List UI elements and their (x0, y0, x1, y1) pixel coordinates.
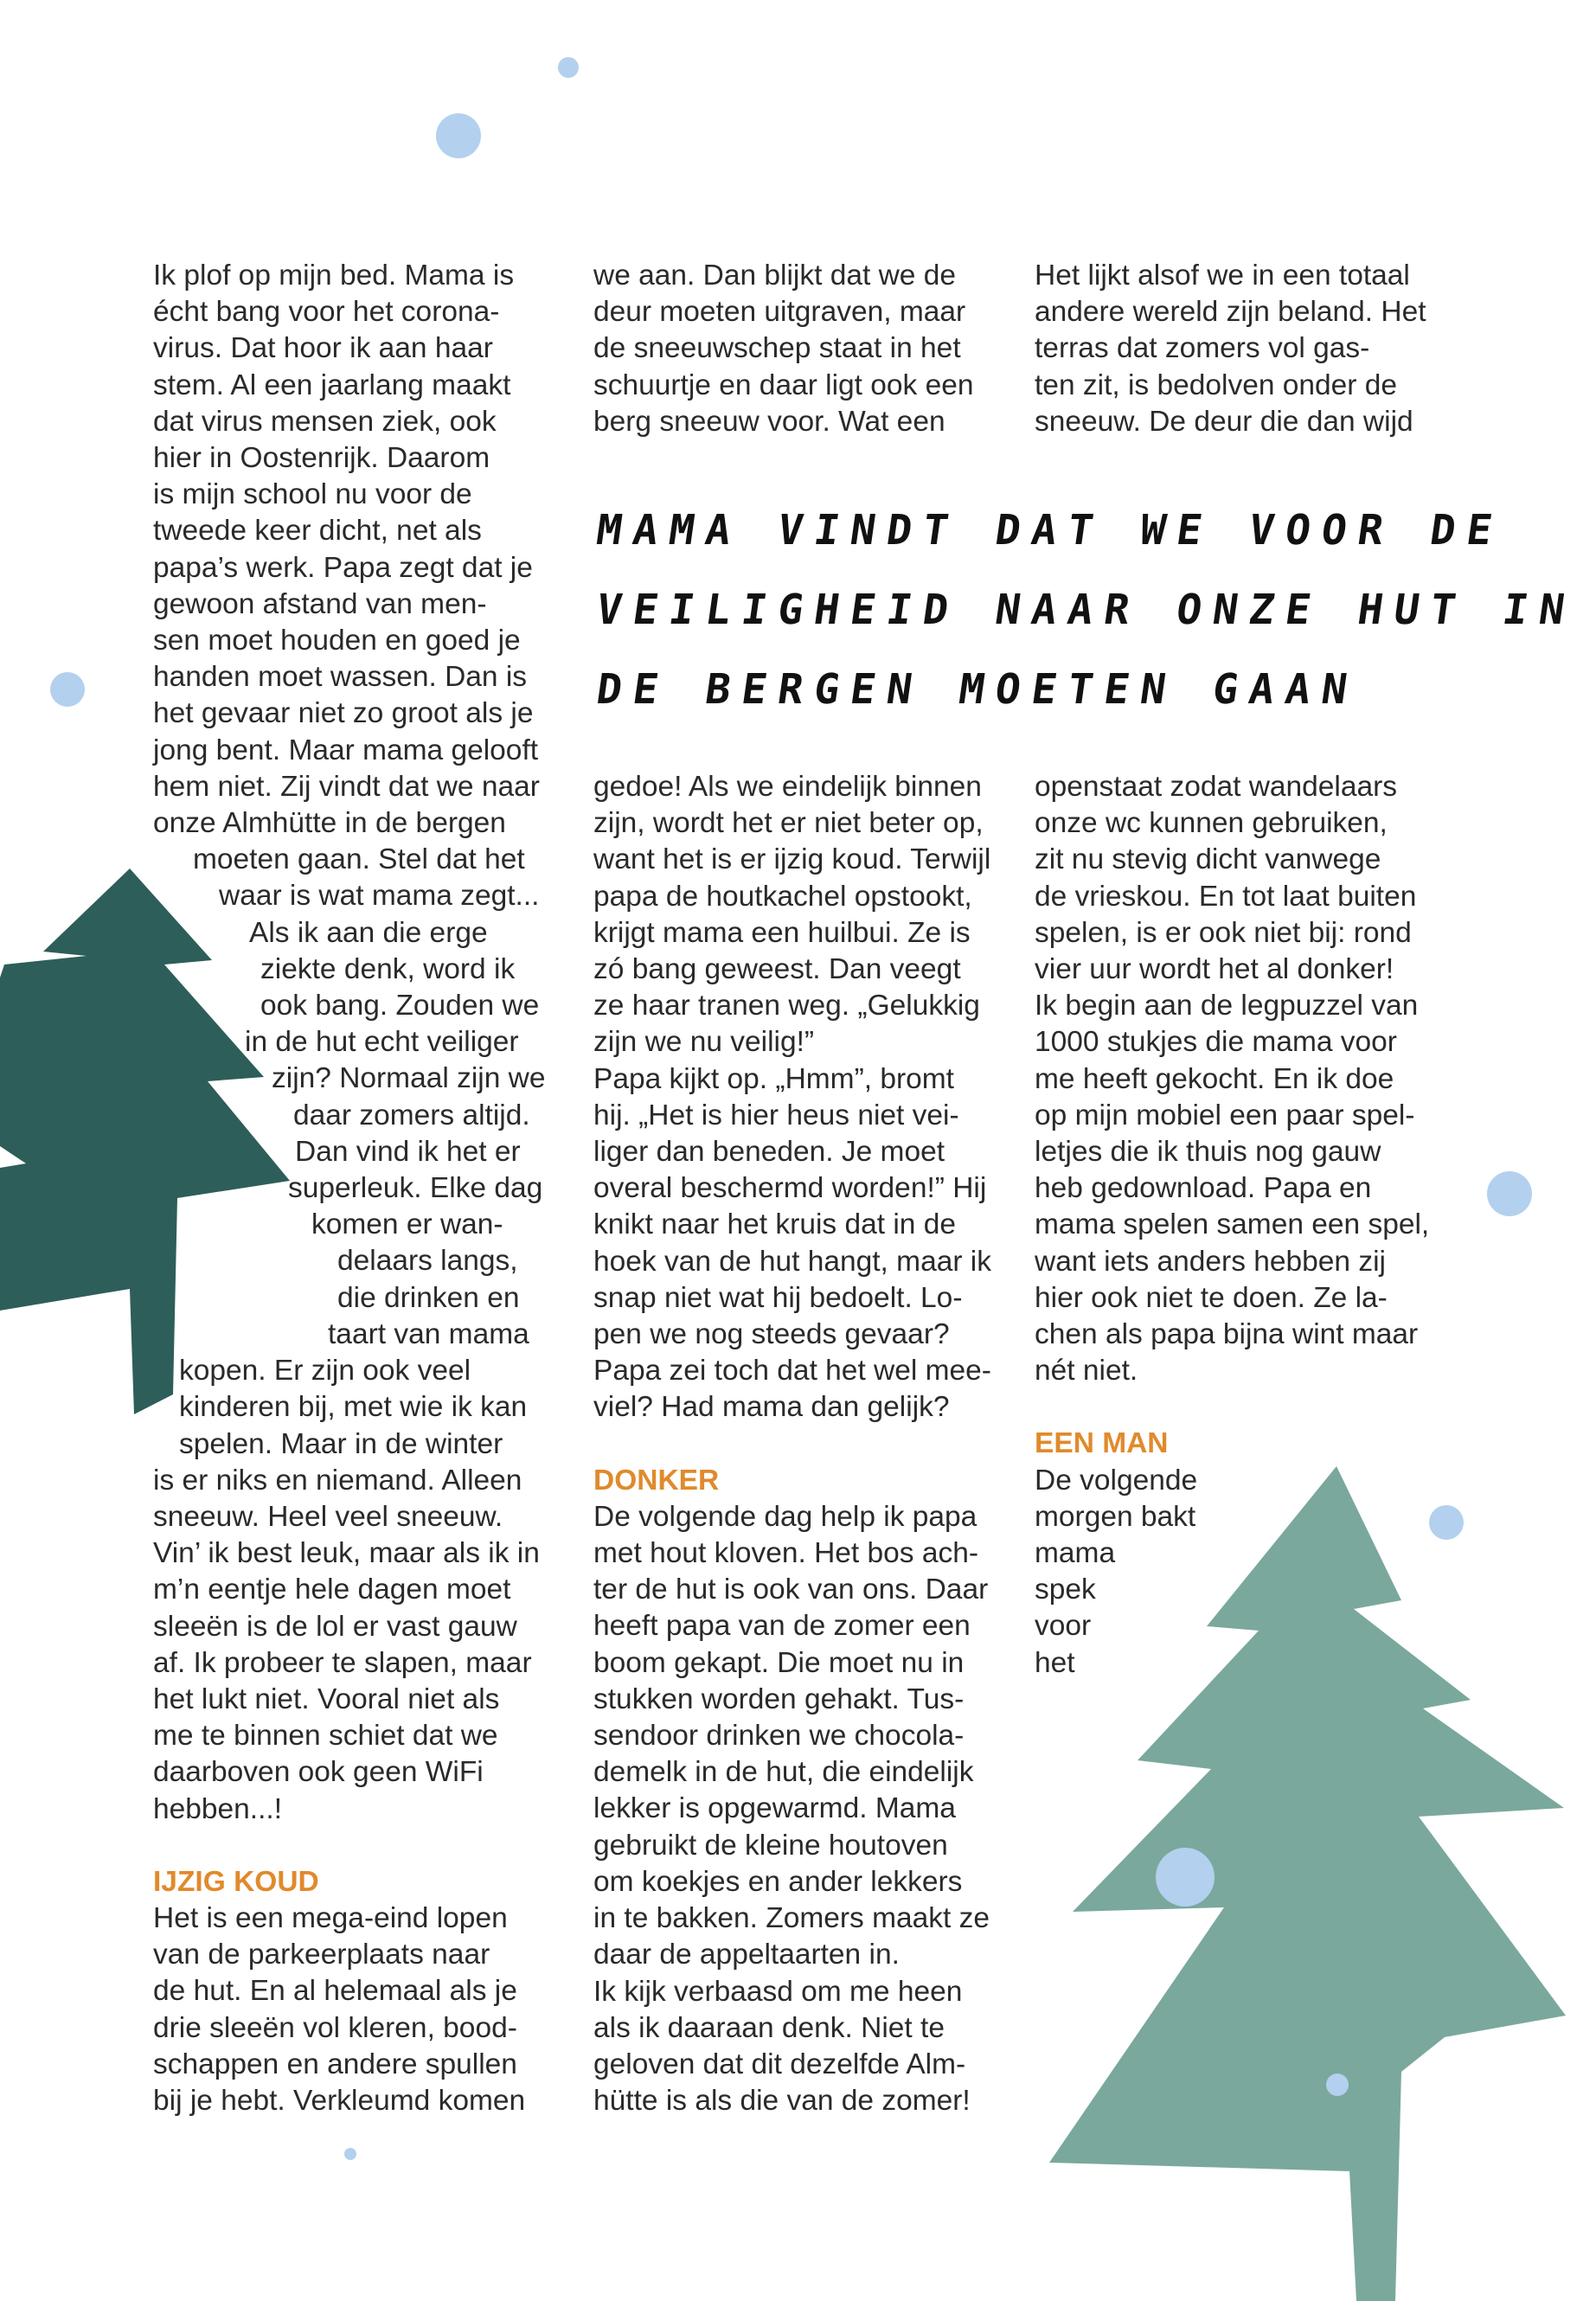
text-line: drie sleeën vol kleren, bood- (153, 2011, 517, 2044)
text-line: sendoor drinken we chocola- (593, 1720, 965, 1753)
text-line: de sneeuwschep staat in het (593, 332, 961, 365)
text-line: deur moeten uitgraven, maar (593, 296, 966, 329)
snow-dot (1156, 1848, 1215, 1907)
text-line: hier in Oostenrijk. Daarom (153, 442, 490, 475)
text-line: ziekte denk, word ik (260, 952, 516, 985)
text-line: hier ook niet te doen. Ze la- (1035, 1281, 1388, 1314)
text-line: De volgende (1035, 1464, 1198, 1497)
text-line: Ik kijk verbaasd om me heen (593, 1975, 963, 2008)
text-line: demelk in de hut, die eindelijk (593, 1756, 974, 1789)
text-line: waar is wat mama zegt... (219, 880, 540, 913)
snow-dot (558, 57, 579, 78)
text-line: papa de houtkachel opstookt, (593, 880, 972, 913)
text-line: op mijn mobiel een paar spel- (1035, 1099, 1415, 1131)
text-line: stukken worden gehakt. Tus- (593, 1682, 965, 1715)
spacer (1035, 1389, 1429, 1426)
text-line: ze haar tranen weg. „Gelukkig (593, 990, 980, 1022)
text-line: met hout kloven. Het bos ach- (593, 1537, 979, 1570)
text-line: taart van mama (328, 1317, 529, 1350)
section-heading: EEN MAN (1035, 1427, 1169, 1460)
snow-dot (1326, 2073, 1349, 2096)
text-line: Het is een mega-eind lopen (153, 1901, 508, 1934)
text-line: schappen en andere spullen (153, 2048, 517, 2080)
text-line: is er niks en niemand. Alleen (153, 1464, 522, 1497)
text-line: sneeuw. De deur die dan wijd (1035, 405, 1413, 438)
column-2-top (593, 258, 974, 440)
text-line: gedoe! Als we eindelijk binnen (593, 771, 982, 803)
text-line: overal beschermd worden!” Hij (593, 1172, 987, 1205)
text-line: lekker is opgewarmd. Mama (593, 1792, 956, 1825)
text-line: spek (1035, 1574, 1096, 1606)
text-line: pen we nog steeds gevaar? (593, 1318, 950, 1351)
text-line: sen moet houden en goed je (153, 625, 521, 657)
text-line: me heeft gekocht. En ik doe (1035, 1062, 1394, 1095)
pull-quote-line: VEILIGHEID NAAR ONZE HUT IN (593, 586, 1580, 634)
snow-dot (1487, 1171, 1532, 1216)
text-line: De volgende dag help ik papa (593, 1500, 977, 1533)
text-line: spelen, is er ook niet bij: rond (1035, 916, 1412, 949)
text-line: Dan vind ik het er (295, 1135, 521, 1168)
text-line: hem niet. Zij vindt dat we naar (153, 770, 540, 803)
text-line: schuurtje en daar ligt ook een (593, 369, 974, 401)
text-line: chen als papa bijna wint maar (1035, 1318, 1419, 1351)
text-line: om koekjes en ander lekkers (593, 1865, 963, 1898)
text-line: delaars langs, (337, 1245, 518, 1278)
text-line: krijgt mama een huilbui. Ze is (593, 916, 971, 949)
snow-dot (344, 2148, 356, 2160)
pull-quote-line: MAMA VINDT DAT WE VOOR DE (593, 506, 1507, 554)
section-heading: DONKER (593, 1464, 720, 1497)
text-line: het gevaar niet zo groot als je (153, 697, 534, 730)
text-line: komen er wan- (311, 1208, 503, 1241)
text-line: is mijn school nu voor de (153, 478, 472, 511)
text-line: tweede keer dicht, net als (153, 515, 482, 548)
snow-dot (436, 113, 481, 158)
text-line: hij. „Het is hier heus niet vei- (593, 1099, 959, 1131)
text-line: viel? Had mama dan gelijk? (593, 1391, 950, 1424)
text-line: want het is er ijzig koud. Terwijl (593, 843, 991, 876)
text-line: af. Ik probeer te slapen, maar (153, 1646, 532, 1679)
text-line: bij je hebt. Verkleumd komen (153, 2084, 526, 2117)
text-line: handen moet wassen. Dan is (153, 661, 528, 694)
text-line: ook bang. Zouden we (260, 990, 540, 1022)
text-line: want iets anders hebben zij (1035, 1245, 1386, 1278)
text-line: zijn, wordt het er niet beter op, (593, 807, 984, 840)
text-line: kopen. Er zijn ook veel (179, 1355, 471, 1388)
text-line: Papa zei toch dat het wel mee- (593, 1355, 991, 1388)
text-line: me te binnen schiet dat we (153, 1720, 498, 1753)
text-line: andere wereld zijn beland. Het (1035, 296, 1426, 329)
text-line: stem. Al een jaarlang maakt (153, 369, 511, 401)
text-line: berg sneeuw voor. Wat een (593, 405, 945, 438)
text-line: snap niet wat hij bedoelt. Lo- (593, 1281, 963, 1314)
text-line: voor (1035, 1610, 1092, 1643)
snow-dot (1429, 1505, 1464, 1540)
text-line: gebruikt de kleine houtoven (593, 1829, 948, 1862)
text-line: Ik plof op mijn bed. Mama is (153, 260, 515, 292)
text-line: de vrieskou. En tot laat buiten (1035, 880, 1417, 913)
spacer (153, 1828, 546, 1864)
text-line: openstaat zodat wandelaars (1035, 771, 1398, 803)
snow-dot (50, 672, 85, 707)
column-2 (593, 769, 991, 2119)
text-line: moeten gaan. Stel dat het (193, 843, 525, 876)
text-line: we aan. Dan blijkt dat we de (593, 260, 956, 292)
text-line: jong bent. Maar mama gelooft (153, 734, 539, 766)
text-line: hütte is als die van de zomer! (593, 2085, 971, 2118)
text-line: m’n eentje hele dagen moet (153, 1574, 511, 1606)
column-3-top (1035, 258, 1426, 440)
text-line: dat virus mensen ziek, ook (153, 405, 497, 438)
text-line: daar de appeltaarten in. (593, 1939, 900, 1971)
text-line: letjes die ik thuis nog gauw (1035, 1136, 1381, 1169)
text-line: vier uur wordt het al donker! (1035, 953, 1394, 986)
text-line: onze Almhütte in de bergen (153, 807, 506, 840)
text-line: Vin’ ik best leuk, maar als ik in (153, 1537, 540, 1570)
text-line: 1000 stukjes die mama voor (1035, 1026, 1397, 1059)
text-line: heb gedownload. Papa en (1035, 1172, 1372, 1205)
text-line: boom gekapt. Die moet nu in (593, 1646, 965, 1679)
text-line: in de hut echt veiliger (245, 1026, 519, 1059)
text-line: daar zomers altijd. (293, 1099, 530, 1131)
text-line: als ik daaraan denk. Niet te (593, 2011, 945, 2044)
text-line: daarboven ook geen WiFi (153, 1756, 484, 1789)
text-line: zijn we nu veilig!” (593, 1026, 815, 1059)
text-line: papa’s werk. Papa zegt dat je (153, 551, 533, 584)
text-line: het (1035, 1646, 1075, 1679)
text-line: hoek van de hut hangt, maar ik (593, 1245, 991, 1278)
text-line: ter de hut is ook van ons. Daar (593, 1574, 989, 1606)
text-line: gewoon afstand van men- (153, 587, 487, 620)
text-line: sneeuw. Heel veel sneeuw. (153, 1500, 503, 1533)
text-line: Ik begin aan de legpuzzel van (1035, 990, 1419, 1022)
text-line: onze wc kunnen gebruiken, (1035, 807, 1388, 840)
text-line: in te bakken. Zomers maakt ze (593, 1902, 990, 1935)
text-line: terras dat zomers vol gas- (1035, 332, 1370, 365)
text-line: sleeën is de lol er vast gauw (153, 1610, 517, 1643)
text-line: liger dan beneden. Je moet (593, 1136, 945, 1169)
text-line: van de parkeerplaats naar (153, 1939, 490, 1971)
text-line: mama (1035, 1537, 1116, 1570)
text-line: morgen bakt (1035, 1500, 1196, 1533)
text-line: geloven dat dit dezelfde Alm- (593, 2048, 966, 2080)
text-line: zit nu stevig dicht vanwege (1035, 843, 1381, 876)
text-line: zó bang geweest. Dan veegt (593, 953, 961, 986)
spacer (593, 1426, 991, 1463)
section-heading: IJZIG KOUD (153, 1865, 319, 1898)
text-line: het lukt niet. Vooral niet als (153, 1682, 500, 1715)
text-line: mama spelen samen een spel, (1035, 1208, 1430, 1241)
text-line: hebben...! (153, 1792, 283, 1825)
text-line: die drinken en (337, 1281, 520, 1314)
text-line: Papa kijkt op. „Hmm”, bromt (593, 1062, 954, 1095)
pull-quote-line: DE BERGEN MOETEN GAAN (593, 665, 1362, 714)
text-line: heeft papa van de zomer een (593, 1610, 971, 1643)
text-line: kinderen bij, met wie ik kan (179, 1391, 528, 1424)
text-line: virus. Dat hoor ik aan haar (153, 332, 493, 365)
text-line: écht bang voor het corona- (153, 296, 500, 329)
text-line: Als ik aan die erge (249, 916, 488, 949)
text-line: nét niet. (1035, 1355, 1138, 1388)
column-3 (1035, 769, 1429, 1682)
text-line: superleuk. Elke dag (288, 1172, 543, 1205)
text-line: Het lijkt alsof we in een totaal (1035, 260, 1410, 292)
column-1 (153, 258, 546, 2119)
text-line: ten zit, is bedolven onder de (1035, 369, 1398, 401)
text-line: de hut. En al helemaal als je (153, 1975, 517, 2008)
text-line: spelen. Maar in de winter (179, 1427, 503, 1460)
text-line: zijn? Normaal zijn we (272, 1062, 546, 1095)
text-line: knikt naar het kruis dat in de (593, 1208, 956, 1241)
